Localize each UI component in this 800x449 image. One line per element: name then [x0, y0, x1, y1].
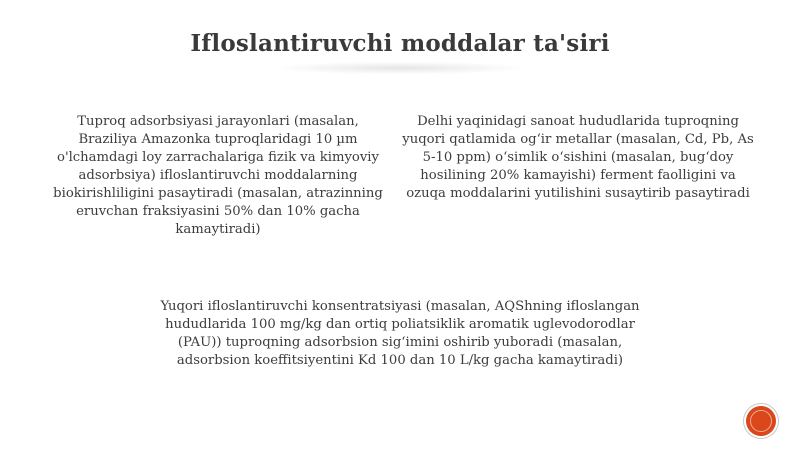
slide-title: Ifloslantiruvchi moddalar ta'siri: [190, 30, 610, 57]
next-slide-icon: [750, 410, 772, 432]
next-slide-button[interactable]: [746, 406, 776, 436]
text-block-bottom: Yuqori ifloslantiruvchi konsentratsiyasi (masalan, AQShning ifloslangan hududlarida 100 mg/kg dan ortiq poliatsiklik aromatik uglevodorodlar (PAU)) tuproqning adsorbsion sig‘imini oshirib yuboradi (masalan, adsorbsion koeffitsiyentini Kd 100 dan 10 L/kg gacha kamaytiradi): [160, 299, 640, 368]
text-block-right: Delhi yaqinidagi sanoat hududlarida tuproqning yuqori qatlamida og‘ir metallar (masalan, Cd, Pb, As 5-10 ppm) o‘simlik o‘sishini (masalan, bug‘doy hosilining 20% kamayishi) ferment faolligini va ozuqa moddalarini yutilishini susaytirib pasaytiradi: [402, 114, 754, 201]
text-block-left: Tuproq adsorbsiyasi jarayonlari (masalan, Braziliya Amazonka tuproqlaridagi 10 µm o'lchamdagi loy zarrachalariga fizik va kimyoviy adsorbsiya) ifloslantiruvchi moddalarning biokirishliligini pasaytiradi (masalan, atrazinning eruvchan fraksiyasini 50% dan 10% gacha kamaytiradi): [53, 114, 383, 237]
title-underline-shadow: [280, 62, 520, 74]
